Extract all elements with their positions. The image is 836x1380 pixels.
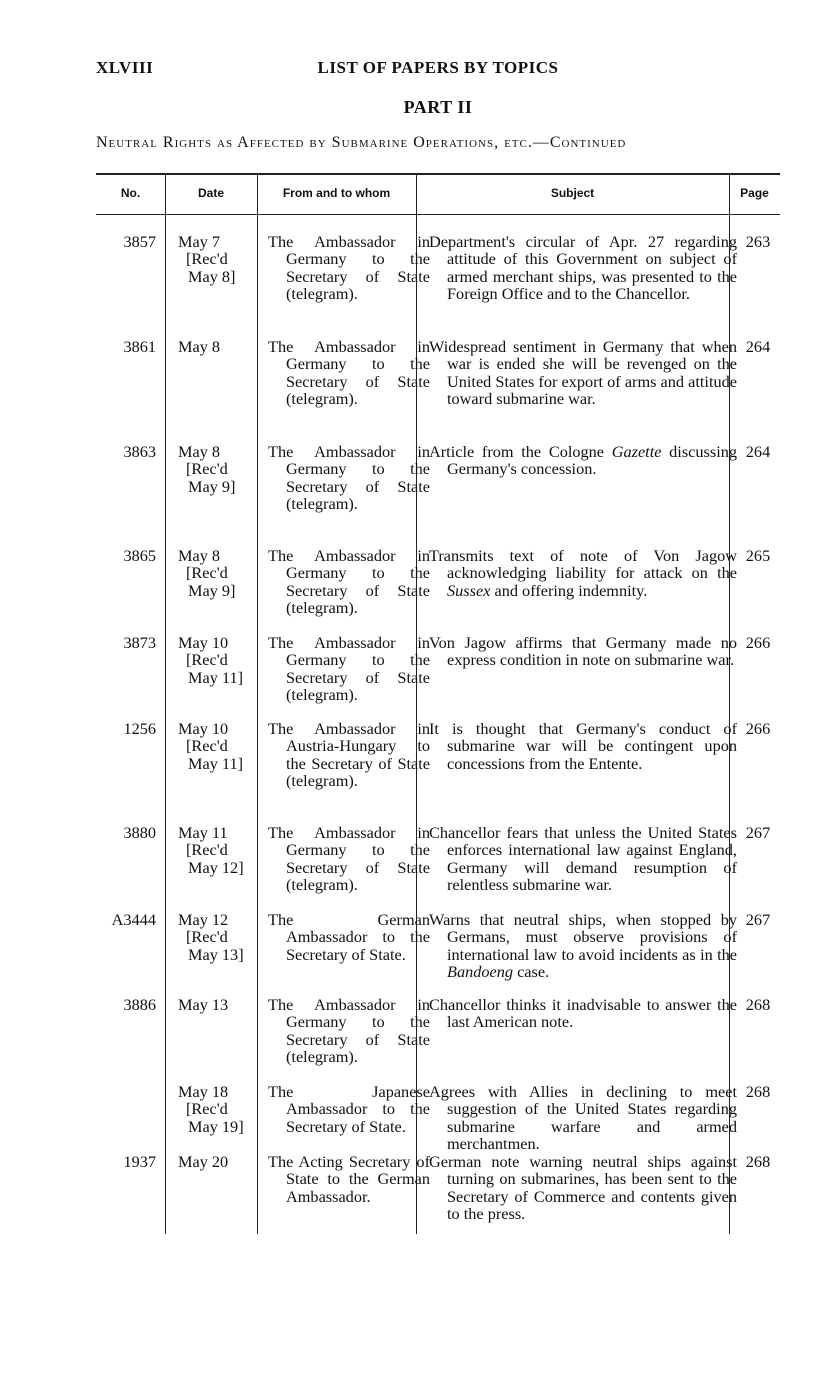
entry-from: The Ambassador in Germany to the Secretary of State (telegram). — [268, 995, 430, 1067]
entry-date — [178, 720, 256, 772]
date-sent: May 10 — [178, 633, 229, 652]
column-header-no: No. — [120, 186, 141, 200]
entry-date — [178, 1083, 256, 1135]
entry-number: 3865 — [123, 546, 156, 565]
section-title — [96, 134, 780, 152]
column-header-from: From and to whom — [282, 186, 391, 200]
entry-page: 264 — [745, 337, 771, 356]
entry-page: 268 — [745, 995, 771, 1014]
entry-from: The German Ambassador to the Secretary of State. — [268, 910, 430, 964]
entry-from: The Japanese Ambassador to the Secretary of State. — [268, 1082, 430, 1136]
date-received: [Rec'd — [186, 459, 228, 479]
date-received: May 11] — [188, 753, 244, 773]
entry-subject: Agrees with Allies in declining to meet suggestion of the United States regarding submarine warfare and armed merchantmen. — [429, 1082, 737, 1154]
table-top-rule — [96, 173, 780, 175]
entry-number: 1937 — [123, 1152, 156, 1171]
entry-number: 3857 — [123, 232, 156, 251]
entry-date — [178, 233, 256, 285]
section-title-text: Neutral Rights as Affected by Submarine Operations, etc.—Continued — [96, 134, 627, 151]
running-head — [96, 58, 780, 82]
entry-date — [178, 634, 256, 686]
entry-page: 266 — [745, 633, 771, 652]
entry-date — [178, 338, 256, 355]
entry-from: The Ambassador in Germany to the Secretary of State (telegram). — [268, 633, 430, 705]
entry-date — [178, 547, 256, 599]
date-received: [Rec'd — [186, 249, 228, 269]
table-header-rule — [96, 214, 780, 215]
date-sent: May 18 — [178, 1082, 229, 1101]
column-divider — [729, 174, 730, 1234]
entry-page: 268 — [745, 1082, 771, 1101]
column-divider — [165, 174, 166, 1234]
entry-page: 268 — [745, 1152, 771, 1171]
date-received: May 19] — [188, 1116, 244, 1136]
entry-date — [178, 996, 256, 1013]
date-sent: May 13 — [178, 995, 229, 1014]
date-received: May 12] — [188, 857, 244, 877]
date-sent: May 20 — [178, 1152, 229, 1171]
date-sent: May 8 — [178, 442, 221, 461]
date-received: May 9] — [188, 476, 236, 496]
entry-from: The Acting Secretary of State to the German Ambassador. — [268, 1152, 430, 1206]
entry-from: The Ambassador in Germany to the Secretary of State (telegram). — [268, 546, 430, 618]
entry-number: 3886 — [123, 995, 156, 1014]
entry-number: 3880 — [123, 823, 156, 842]
entry-from: The Ambassador in Germany to the Secretary of State (telegram). — [268, 823, 430, 895]
date-sent: May 8 — [178, 546, 221, 565]
entry-page: 263 — [745, 232, 771, 251]
entry-subject: Chancellor fears that unless the United States enforces international law against England, Germany will demand resumption of relentless submarine war. — [429, 823, 737, 895]
entry-subject: Widespread sentiment in Germany that when war is ended she will be revenged on the United States for export of arms and attitude toward submarine war. — [429, 337, 737, 409]
entry-subject: Warns that neutral ships, when stopped by Germans, must observe provisions of international law to avoid incidents as in the Bandoeng case. — [429, 910, 737, 982]
date-received: [Rec'd — [186, 1099, 228, 1119]
entry-number: 3863 — [123, 442, 156, 461]
date-received: May 11] — [188, 667, 244, 687]
column-header-page: Page — [740, 186, 769, 200]
date-sent: May 8 — [178, 337, 221, 356]
entry-from: The Ambassador in Germany to the Secretary of State (telegram). — [268, 337, 430, 409]
entry-date — [178, 443, 256, 495]
column-divider — [416, 174, 417, 1234]
entry-subject: German note warning neutral ships against turning on submarines, has been sent to the Secretary of Commerce and contents given to the press. — [429, 1152, 737, 1224]
date-sent: May 10 — [178, 719, 229, 738]
date-sent: May 12 — [178, 910, 229, 929]
entry-number: 3861 — [123, 337, 156, 356]
date-received: [Rec'd — [186, 927, 228, 947]
date-received: [Rec'd — [186, 736, 228, 756]
entry-from: The Ambassador in Germany to the Secretary of State (telegram). — [268, 442, 430, 514]
entry-from: The Ambassador in Germany to the Secretary of State (telegram). — [268, 232, 430, 304]
entry-subject: Von Jagow affirms that Germany made no express condition in note on submarine war. — [429, 633, 737, 670]
entry-number: A3444 — [111, 910, 156, 929]
date-received: [Rec'd — [186, 650, 228, 670]
date-sent: May 7 — [178, 232, 221, 251]
running-title: LIST OF PAPERS BY TOPICS — [317, 58, 559, 77]
entry-subject: It is thought that Germany's conduct of submarine war will be contingent upon concessions from the Entente. — [429, 719, 737, 773]
column-divider — [257, 174, 258, 1234]
entry-date — [178, 824, 256, 876]
part-heading: PART II — [403, 97, 473, 117]
entry-from: The Ambassador in Austria-Hungary to the Secretary of State (telegram). — [268, 719, 430, 791]
date-received: [Rec'd — [186, 840, 228, 860]
entry-subject: Transmits text of note of Von Jagow acknowledging liability for attack on the Sussex and offering indemnity. — [429, 546, 737, 600]
entry-page: 266 — [745, 719, 771, 738]
entry-subject: Department's circular of Apr. 27 regarding attitude of this Government on subject of armed merchant ships, was presented to the Foreign Office and to the Chancellor. — [429, 232, 737, 304]
date-received: May 9] — [188, 580, 236, 600]
column-header-subject: Subject — [550, 186, 595, 200]
entry-date — [178, 1153, 256, 1170]
entry-page: 267 — [745, 910, 771, 929]
entry-number: 3873 — [123, 633, 156, 652]
page-number: XLVIII — [96, 58, 154, 77]
entry-subject: Chancellor thinks it inadvisable to answer the last American note. — [429, 995, 737, 1032]
entry-page: 267 — [745, 823, 771, 842]
date-received: [Rec'd — [186, 563, 228, 583]
entry-subject: Article from the Cologne Gazette discussing Germany's concession. — [429, 442, 737, 479]
date-received: May 13] — [188, 944, 244, 964]
date-sent: May 11 — [178, 823, 228, 842]
entry-page: 264 — [745, 442, 771, 461]
entry-page: 265 — [745, 546, 771, 565]
entry-date — [178, 911, 256, 963]
date-received: May 8] — [188, 266, 236, 286]
column-header-date: Date — [197, 186, 224, 200]
entry-number: 1256 — [123, 719, 156, 738]
